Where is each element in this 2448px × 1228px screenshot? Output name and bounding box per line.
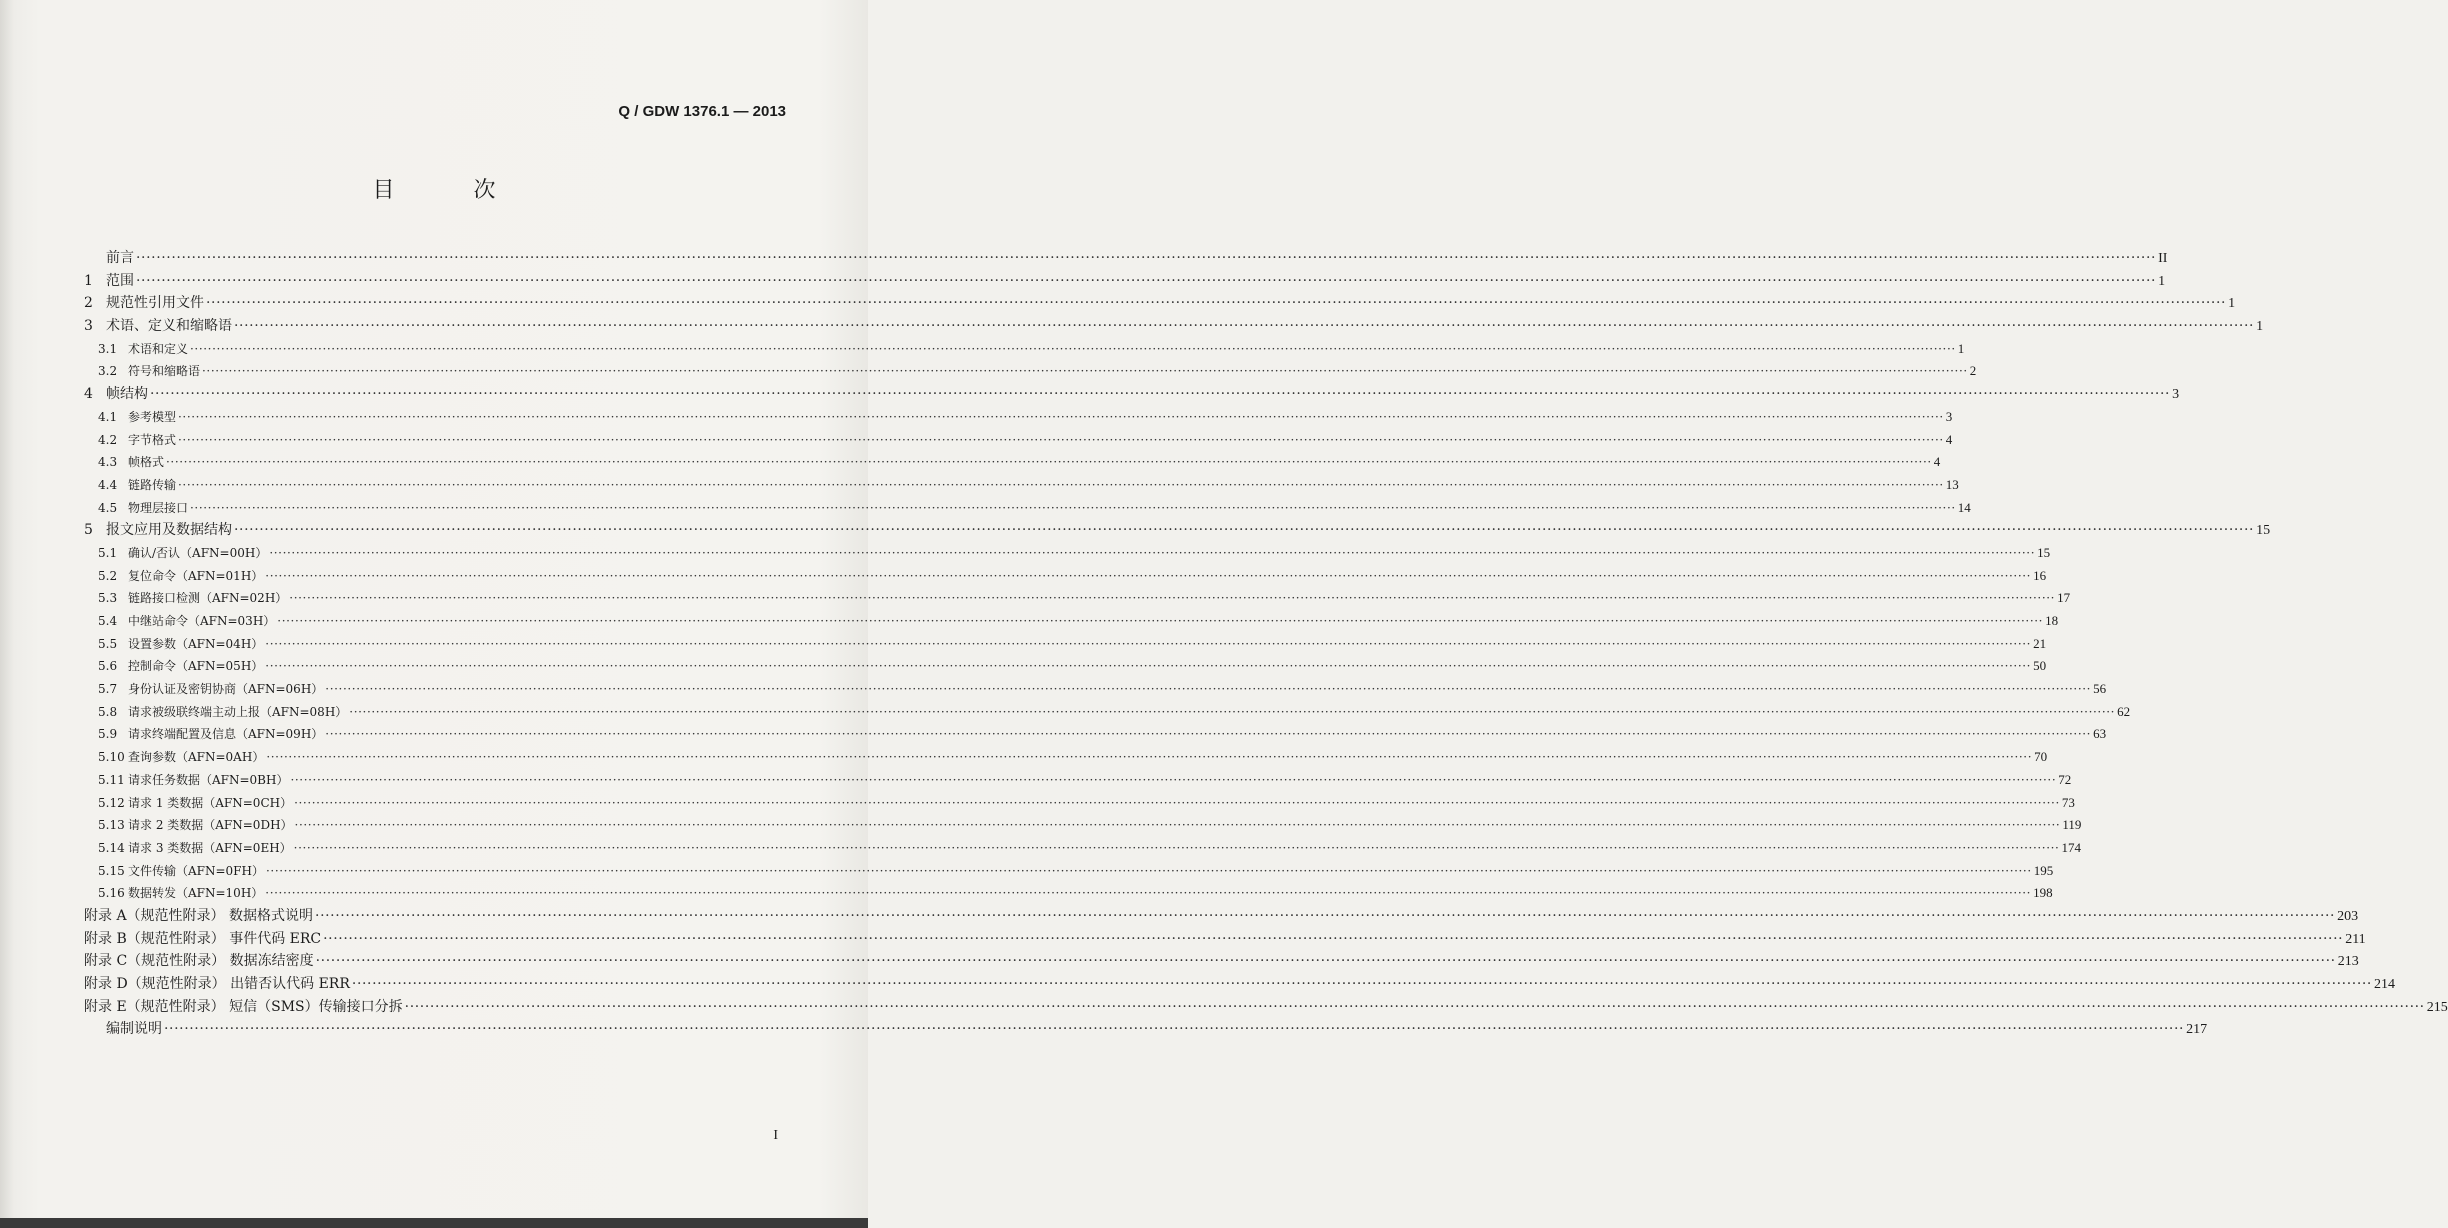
toc-entry-page: 215 (2426, 999, 2448, 1015)
toc-entry-label: 链路传输 (128, 477, 177, 492)
toc-entry-number: 5.7 (98, 682, 118, 697)
toc-entry-number: 5.4 (98, 614, 118, 628)
toc-entry-label: 链路接口检测（AFN=02H） (128, 591, 288, 606)
toc-entry-label: 物理层接口 (128, 500, 189, 515)
toc-entry (84, 860, 2054, 883)
toc-entry-number: 5.6 (98, 659, 118, 674)
toc-entry-label: 字节格式 (128, 432, 177, 447)
dot-leader: ················································································································································································································································································································································································································ (265, 886, 2032, 901)
dot-leader: ················································································································································································································································································································································································································ (325, 727, 2092, 742)
toc-entry (84, 338, 1965, 361)
toc-entry-label: 文件传输（AFN=0FH） (128, 863, 264, 878)
toc-entry (84, 746, 2048, 769)
toc-entry-number: 5.8 (98, 704, 118, 719)
toc-entry-page: 16 (2033, 567, 2047, 583)
dot-leader: ················································································································································································································································································································································································································ (178, 477, 1944, 492)
dot-leader: ················································································································································································································································································································································································································ (269, 545, 2036, 560)
toc-entry-label: 数据转发（AFN=10H） (128, 886, 264, 901)
dot-leader: ················································································································································································································································································································································································································ (323, 930, 2344, 947)
toc-entry-label: 设置参数（AFN=04H） (128, 636, 264, 651)
toc-entry-number: 4.2 (98, 432, 118, 447)
toc-entry (84, 610, 2059, 633)
toc-entry (84, 792, 2075, 815)
toc-entry-page: 198 (2033, 885, 2053, 901)
toc-entry-label: 确认/否认（AFN=00H） (128, 545, 268, 560)
dot-leader: ················································································································································································································································································································································································································ (293, 840, 2060, 855)
toc-entry-number: 5.14 (98, 840, 125, 855)
dot-leader: ················································································································································································································································································································································································································ (164, 1021, 2185, 1038)
toc-entry-page: 217 (2186, 1022, 2208, 1038)
table-of-contents (84, 247, 2448, 1041)
dot-leader: ················································································································································································································································································································································································································ (349, 704, 2116, 719)
toc-entry (84, 769, 2072, 792)
toc-entry-label: 报文应用及数据结构 (106, 522, 232, 539)
toc-entry-page: 14 (1957, 499, 1971, 515)
toc-entry-page: 119 (2062, 817, 2082, 833)
toc-entry-number: 4.3 (98, 455, 118, 470)
toc-entry-page: 50 (2033, 658, 2047, 674)
dot-leader: ················································································································································································································································································································································································································ (290, 772, 2057, 787)
dot-leader: ················································································································································································································································································································································································································ (234, 522, 2255, 539)
toc-entry-number: 4 (84, 386, 93, 403)
toc-entry-page: 72 (2058, 771, 2072, 787)
toc-entry (84, 451, 1941, 474)
toc-entry-page: 73 (2061, 794, 2075, 810)
toc-entry-page: 4 (1933, 454, 1941, 470)
dot-leader: ················································································································································································································································································································································································································ (166, 455, 1932, 470)
toc-entry (84, 633, 2047, 656)
toc-entry-number: 5.2 (98, 568, 118, 583)
dot-leader: ················································································································································································································································································································································································································ (190, 500, 1956, 515)
toc-entry (84, 814, 2082, 837)
page-number: I (773, 1128, 778, 1143)
toc-entry (84, 565, 2047, 588)
toc-entry-number: 4.4 (98, 477, 118, 492)
toc-entry-label: 请求终端配置及信息（AFN=09H） (128, 727, 324, 742)
toc-entry-number: 5.10 (98, 750, 125, 765)
standard-code: Q / GDW 1376.1 — 2013 (618, 103, 786, 120)
toc-entry (84, 519, 2271, 542)
toc-entry (84, 497, 1971, 520)
toc-entry-number: 5.5 (98, 636, 118, 651)
toc-entry-page: 214 (2373, 977, 2395, 992)
toc-entry-number: 3.2 (98, 364, 118, 379)
toc-entry-label: 符号和缩略语 (128, 364, 201, 379)
toc-entry (84, 723, 2107, 746)
toc-entry-label: 附录 B（规范性附录） 事件代码 ERC (84, 930, 322, 947)
toc-entry-page: 15 (2256, 523, 2271, 539)
toc-entry (84, 360, 1977, 383)
toc-entry-page: 203 (2337, 908, 2359, 924)
dot-leader: ················································································································································································································································································································································································································ (315, 953, 2336, 970)
toc-entry-label: 参考模型 (128, 409, 177, 424)
dot-leader: ················································································································································································································································································································································································································ (404, 998, 2425, 1015)
toc-entry-number: 4.1 (98, 409, 118, 424)
toc-entry-label: 编制说明 (106, 1021, 162, 1038)
toc-entry-label: 术语、定义和缩略语 (106, 318, 232, 335)
toc-entry (84, 292, 2236, 315)
toc-entry-label: 请求 1 类数据（AFN=0CH） (128, 795, 293, 810)
toc-entry-label: 控制命令（AFN=05H） (128, 659, 264, 674)
toc-entry-number: 4.5 (98, 500, 118, 515)
toc-entry-label: 范围 (106, 272, 134, 289)
dot-leader: ················································································································································································································································································································································································································ (265, 659, 2032, 674)
toc-entry-page: 3 (1945, 408, 1953, 424)
toc-entry-page: 63 (2093, 726, 2107, 742)
toc-entry (84, 950, 2359, 973)
toc-entry (84, 542, 2051, 565)
toc-entry (84, 655, 2047, 678)
dot-leader: ················································································································································································································································································································································································································ (178, 432, 1944, 447)
toc-entry (84, 474, 1959, 497)
dot-leader: ················································································································································································································································································································································································································ (277, 614, 2044, 628)
toc-entry (84, 315, 2264, 338)
dot-leader: ················································································································································································································································································································································································································ (202, 364, 1968, 379)
toc-entry (84, 406, 1953, 429)
toc-entry-number: 5.3 (98, 591, 118, 606)
toc-entry-page: 17 (2057, 590, 2071, 606)
dot-leader: ················································································································································································································································································································································································································ (266, 750, 2033, 765)
toc-entry-label: 规范性引用文件 (106, 295, 204, 312)
dot-leader: ················································································································································································································································································································································································································ (136, 250, 2157, 266)
toc-entry-number: 5.9 (98, 727, 118, 742)
dot-leader: ················································································································································································································································································································································································································ (206, 295, 2227, 312)
toc-entry-page: 1 (2256, 319, 2264, 335)
toc-entry (84, 383, 2180, 406)
toc-entry (84, 587, 2071, 610)
toc-entry-label: 请求被级联终端主动上报（AFN=08H） (128, 704, 348, 719)
dot-leader: ················································································································································································································································································································································································································ (315, 907, 2336, 924)
toc-title: 目 次 (372, 178, 532, 203)
toc-entry-page: 18 (2045, 613, 2059, 628)
toc-entry-label: 术语和定义 (128, 341, 189, 356)
toc-entry-number: 5.15 (98, 863, 125, 878)
toc-entry-label: 查询参数（AFN=0AH） (128, 750, 265, 765)
toc-entry-page: 195 (2033, 862, 2054, 878)
scan-edge (0, 1218, 868, 1228)
toc-entry-number: 5.11 (98, 772, 125, 787)
dot-leader: ················································································································································································································································································································································································································ (265, 636, 2032, 651)
dot-leader: ················································································································································································································································································································································································································ (351, 976, 2372, 992)
toc-entry-number: 5.12 (98, 795, 125, 810)
toc-entry-page: 211 (2345, 931, 2366, 947)
toc-entry-page: 3 (2172, 387, 2180, 403)
toc-entry-number: 1 (84, 272, 93, 289)
toc-entry-label: 帧格式 (128, 455, 165, 470)
toc-entry-page: 15 (2037, 544, 2051, 560)
toc-entry-label: 请求 2 类数据（AFN=0DH） (128, 818, 293, 833)
toc-entry (84, 973, 2395, 996)
dot-leader: ················································································································································································································································································································································································································ (294, 818, 2061, 833)
toc-entry-page: 1 (2228, 296, 2236, 312)
toc-entry (84, 678, 2107, 701)
toc-entry-page: 2 (1969, 363, 1977, 379)
dot-leader: ················································································································································································································································································································································································································ (294, 795, 2060, 810)
toc-entry-number: 3.1 (98, 341, 118, 356)
toc-entry-label: 附录 A（规范性附录） 数据格式说明 (84, 907, 314, 924)
dot-leader: ················································································································································································································································································································································································································ (234, 318, 2255, 335)
dot-leader: ················································································································································································································································································································································································································ (150, 386, 2171, 403)
toc-entry (84, 837, 2081, 860)
toc-entry-page: 1 (1957, 340, 1965, 356)
toc-entry-page: 56 (2093, 681, 2107, 697)
toc-entry (84, 882, 2053, 905)
toc-entry-label: 中继站命令（AFN=03H） (128, 614, 276, 628)
toc-entry-page: 174 (2061, 839, 2081, 855)
toc-entry (84, 928, 2366, 951)
dot-leader: ················································································································································································································································································································································································································ (178, 409, 1944, 424)
toc-entry-label: 前言 (106, 250, 134, 266)
toc-entry-label: 帧结构 (106, 386, 148, 403)
toc-entry-label: 身份认证及密钥协商（AFN=06H） (128, 682, 324, 697)
dot-leader: ················································································································································································································································································································································································································ (265, 863, 2032, 878)
toc-entry-page: 213 (2337, 954, 2359, 970)
toc-entry-number: 5.1 (98, 545, 118, 560)
dot-leader: ················································································································································································································································································································································································································ (325, 682, 2092, 697)
toc-entry-number: 2 (84, 295, 93, 312)
toc-entry-page: 13 (1945, 476, 1959, 492)
toc-entry-number: 5.13 (98, 818, 125, 833)
toc-entry (84, 905, 2359, 928)
toc-entry (84, 270, 2166, 293)
toc-entry-page: II (2158, 251, 2168, 266)
toc-entry-label: 附录 E（规范性附录） 短信（SMS）传输接口分拆 (84, 998, 403, 1015)
dot-leader: ················································································································································································································································································································································································································ (265, 568, 2032, 583)
toc-entry (84, 701, 2131, 724)
toc-entry-page: 21 (2033, 635, 2047, 651)
toc-entry-number: 3 (84, 318, 93, 335)
toc-entry (84, 1018, 2208, 1041)
toc-entry-number: 5 (84, 522, 93, 539)
toc-entry-page: 4 (1945, 431, 1953, 447)
dot-leader: ················································································································································································································································································································································································································ (289, 591, 2056, 606)
toc-entry-label: 请求 3 类数据（AFN=0EH） (128, 840, 292, 855)
toc-entry-label: 附录 C（规范性附录） 数据冻结密度 (84, 953, 314, 970)
toc-entry-label: 复位命令（AFN=01H） (128, 568, 264, 583)
toc-entry-label: 附录 D（规范性附录） 出错否认代码 ERR (84, 976, 350, 992)
toc-entry-page: 1 (2158, 273, 2166, 289)
toc-entry (84, 429, 1953, 452)
toc-entry-page: 62 (2117, 703, 2131, 719)
dot-leader: ················································································································································································································································································································································································································ (136, 272, 2157, 289)
toc-entry (84, 996, 2448, 1019)
toc-entry-page: 70 (2034, 749, 2048, 765)
dot-leader: ················································································································································································································································································································································································································ (190, 341, 1956, 356)
toc-entry-label: 请求任务数据（AFN=0BH） (128, 772, 289, 787)
toc-entry-number: 5.16 (98, 886, 125, 901)
toc-entry (84, 247, 2168, 270)
